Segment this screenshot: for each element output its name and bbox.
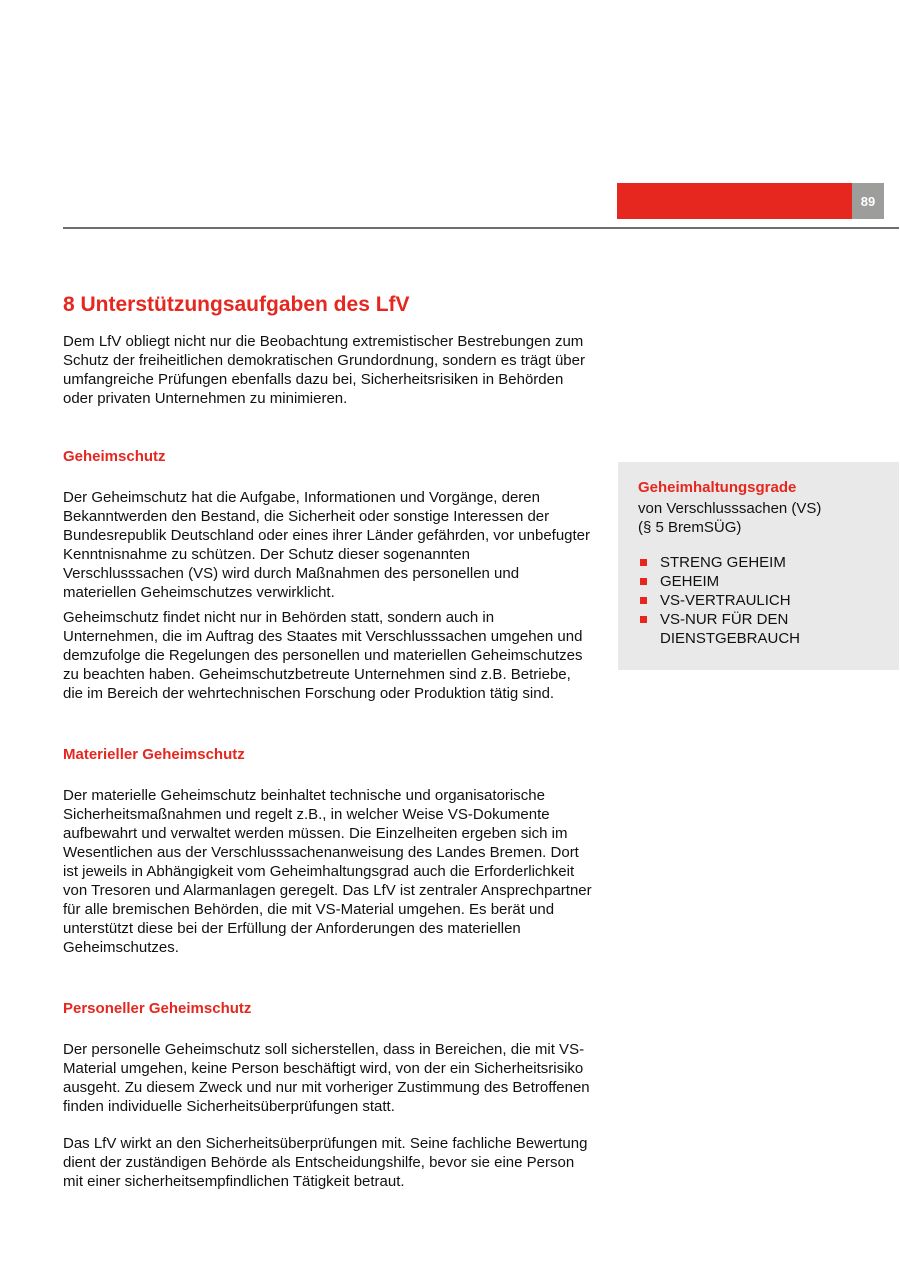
- page-title: 8 Unterstützungsaufgaben des LfV: [63, 293, 410, 316]
- list-item: [638, 553, 879, 572]
- header-red-bar: [617, 183, 852, 219]
- paragraph: Der materielle Geheimschutz beinhaltet technische und organisatorische Sicherheitsmaßnahmen und regelt z.B., in welcher Weise VS-Dokumente aufbewahrt und verwaltet werden müssen. Die Einzelheiten ergeben sich im Wesentlichen aus der Verschlusssachenanweisung des Landes Bremen. Dort ist jeweils in Abhängigkeit vom Geheimhaltungsgrad auch die Erforderlichkeit von Tresoren und Alarmanlagen geregelt. Das LfV ist zentraler Ansprechpartner für alle bremischen Behörden, die mit VS-Material umgehen. Es berät und unterstützt diese bei der Erfüllung der Anforderungen des materiellen Geheimschutzes.: [63, 787, 592, 956]
- square-bullet-icon: [640, 578, 647, 585]
- list-item: [638, 591, 879, 610]
- intro-paragraph: Dem LfV obliegt nicht nur die Beobachtung extremistischer Bestrebungen zum Schutz der freiheitlichen demokratischen Grundordnung, sondern es trägt über umfangreiche Prüfungen ebenfalls dazu bei, Sicherheitsrisiken in Behörden oder privaten Unternehmen zu minimieren.: [63, 333, 585, 407]
- list-item-label: GEHEIM: [660, 573, 720, 590]
- paragraph: Geheimschutz findet nicht nur in Behörden statt, sondern auch in Unternehmen, die im Auftrag des Staates mit Verschlusssachen umgehen und demzufolge die Regelungen des personellen und materiellen Geheimschutzes zu beachten haben. Geheimschutzbetreute Unternehmen sind z.B. Betriebe, die im Bereich der wehrtechnischen Forschung oder Produktion tätig sind.: [63, 609, 583, 702]
- section-title-personeller-geheimschutz: Personeller Geheimschutz: [63, 1000, 252, 1017]
- sidebar-info-box: [618, 462, 899, 670]
- classification-list: [638, 553, 879, 648]
- paragraph: Der Geheimschutz hat die Aufgabe, Informationen und Vorgänge, deren Bekanntwerden den Bestand, die Sicherheit oder sonstige Interessen der Bundesrepublik Deutschland oder eines ihrer Länder gefährden, vor unbefugter Kenntnisnahme zu schützen. Der Schutz dieser sogenannten Verschlusssachen (VS) wird durch Maßnahmen des personellen und materiellen Geheimschutzes verwirklicht.: [63, 489, 591, 601]
- square-bullet-icon: [640, 616, 647, 623]
- header-divider: [63, 227, 899, 229]
- list-item-label: VS-VERTRAULICH: [660, 592, 791, 609]
- list-item-label: VS-NUR FÜR DEN DIENSTGEBRAUCH: [660, 611, 801, 647]
- square-bullet-icon: [640, 559, 647, 566]
- list-item-label: STRENG GEHEIM: [660, 554, 786, 571]
- list-item: [638, 610, 879, 648]
- page-number-badge: [852, 183, 884, 219]
- section-title-geheimschutz: Geheimschutz: [63, 448, 166, 465]
- main-column: [63, 293, 593, 1191]
- list-item: [638, 572, 879, 591]
- paragraph: Das LfV wirkt an den Sicherheitsüberprüfungen mit. Seine fachliche Bewertung dient der zuständigen Behörde als Entscheidungshilfe, bevor sie eine Person mit einer sicherheitsempfindlichen Tätigkeit betraut.: [63, 1135, 588, 1190]
- paragraph: Der personelle Geheimschutz soll sicherstellen, dass in Bereichen, die mit VS-Material umgehen, keine Person beschäftigt wird, von der ein Sicherheitsrisiko ausgeht. Zu diesem Zweck und nur mit vorheriger Zustimmung des Betroffenen finden individuelle Sicherheitsüberprüfungen statt.: [63, 1041, 590, 1115]
- page-number: 89: [860, 193, 876, 209]
- sidebar-subtitle-line2: (§ 5 BremSÜG): [638, 519, 742, 536]
- sidebar-title: Geheimhaltungsgrade: [638, 479, 797, 496]
- square-bullet-icon: [640, 597, 647, 604]
- sidebar-subtitle-line1: von Verschlusssachen (VS): [638, 500, 822, 517]
- section-title-materieller-geheimschutz: Materieller Geheimschutz: [63, 746, 245, 763]
